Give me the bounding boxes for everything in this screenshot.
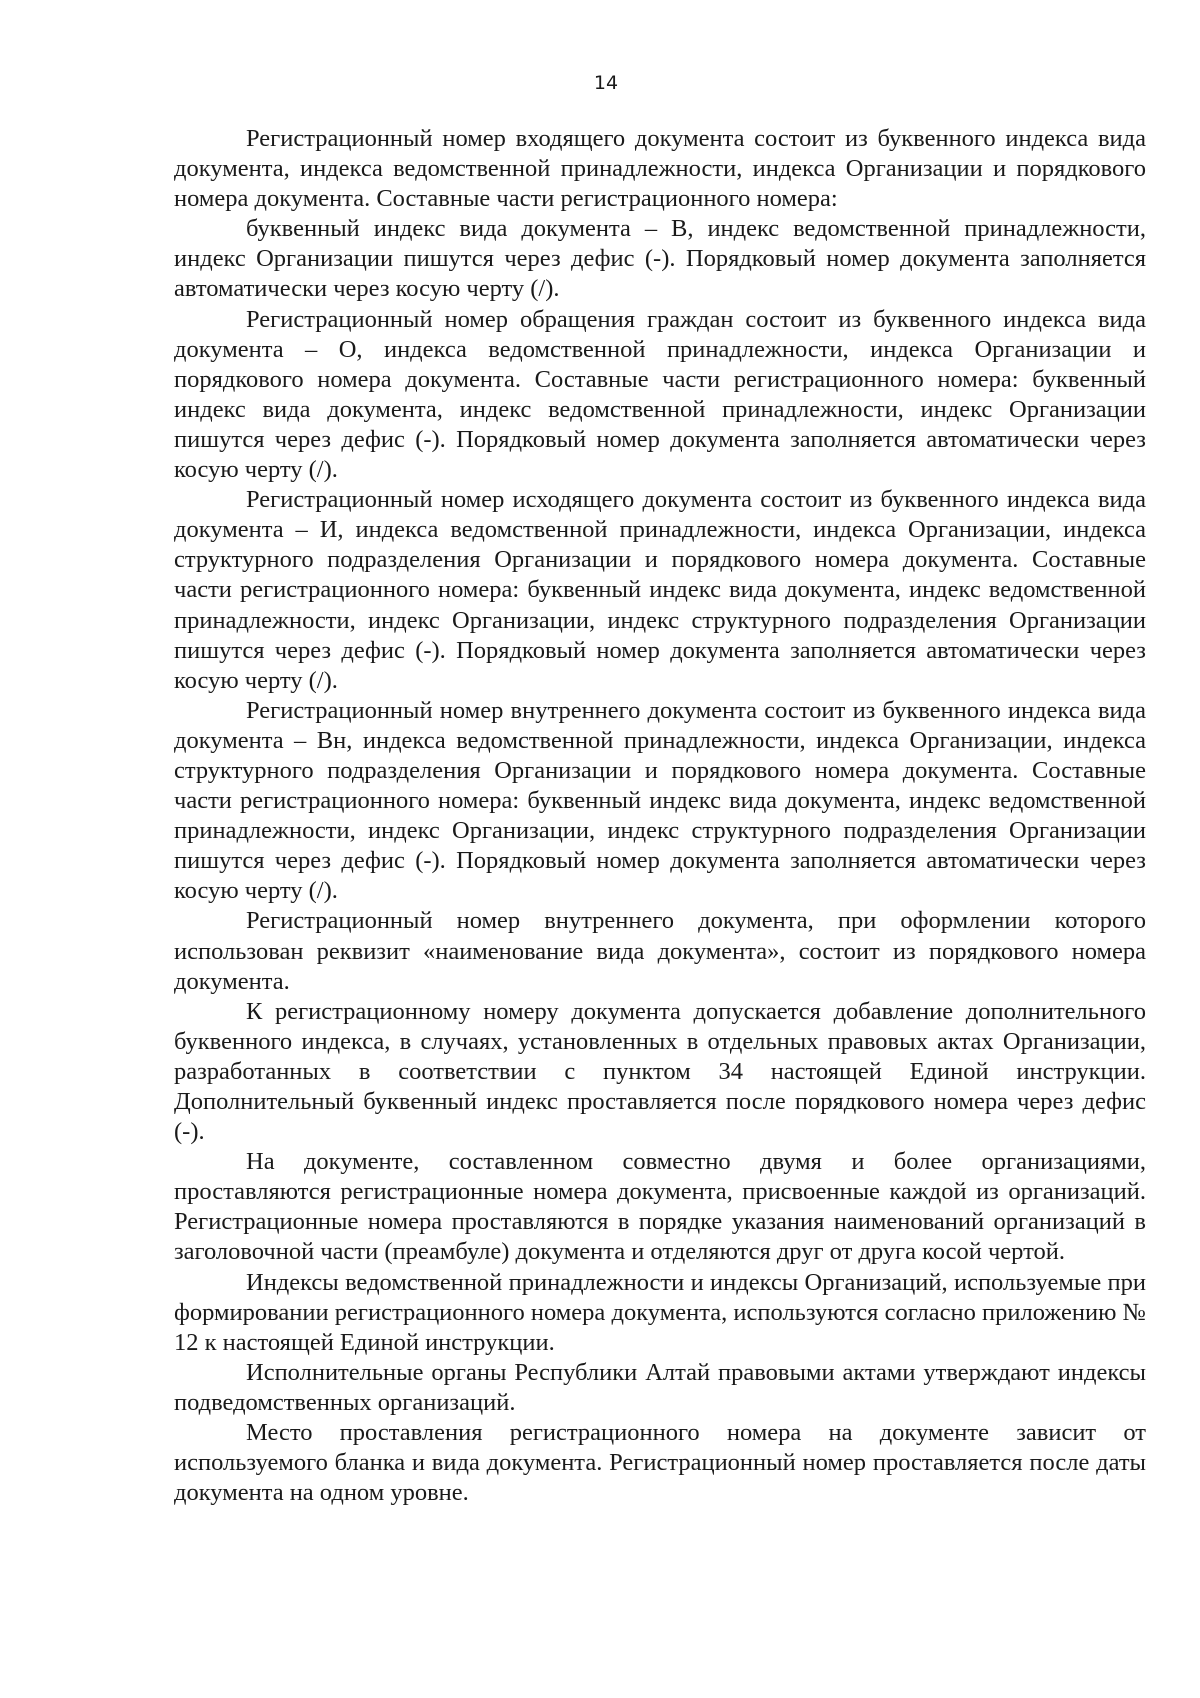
paragraph-incoming-number-parts: буквенный индекс вида документа – В, индекс ведомственной принадлежности, индекс Организации пишутся через дефис (-). Порядковый номер документа заполняется автоматически через косую черту (/).: [174, 215, 1146, 303]
page-number: 14: [593, 72, 619, 94]
paragraph-outgoing-number: Регистрационный номер исходящего документа состоит из буквенного индекса вида документа – И, индекса ведомственной принадлежности, индекса Организации, индекса структурного подразделения Организации и порядкового номера документа. Составные части регистрационного номера: буквенный индекс вида документа, индекс ведомственной принадлежности, индекс Организации, индекс структурного подразделения Организации пишутся через дефис (-). Порядковый номер документа заполняется автоматически через косую черту (/).: [174, 486, 1146, 694]
document-body: [174, 124, 1146, 1508]
paragraph-incoming-number: Регистрационный номер входящего документа состоит из буквенного индекса вида документа, индекса ведомственной принадлежности, индекса Организации и порядкового номера документа. Составные части регистрационного номера:: [174, 125, 1146, 213]
paragraph-executive-bodies: Исполнительные органы Республики Алтай правовыми актами утверждают индексы подведомственных организаций.: [174, 1358, 1146, 1416]
paragraph-number-placement: Место проставления регистрационного номера на документе зависит от используемого бланка и вида документа. Регистрационный номер проставляется после даты документа на одном уровне.: [174, 1419, 1146, 1507]
paragraph-citizen-appeal-number: Регистрационный номер обращения граждан состоит из буквенного индекса вида документа – О, индекса ведомственной принадлежности, индекса Организации и порядкового номера документа. Составные части регистрационного номера: буквенный индекс вида документа, индекс ведомственной принадлежности, индекс Организации пишутся через дефис (-). Порядковый номер документа заполняется автоматически через косую черту (/).: [174, 305, 1146, 484]
paragraph-joint-document: На документе, составленном совместно двумя и более организациями, проставляются регистрационные номера документа, присвоенные каждой из организаций. Регистрационные номера проставляются в порядке указания наименований организаций в заголовочной части (преамбуле) документа и отделяются друг от друга косой чертой.: [174, 1148, 1146, 1266]
paragraph-additional-index: К регистрационному номеру документа допускается добавление дополнительного буквенного индекса, в случаях, установленных в отдельных правовых актах Организации, разработанных в соответствии с пунктом 34 настоящей Единой инструкции. Дополнительный буквенный индекс проставляется после порядкового номера через дефис (-).: [174, 997, 1146, 1146]
paragraph-internal-number-requisite: Регистрационный номер внутреннего документа, при оформлении которого использован реквизит «наименование вида документа», состоит из порядкового номера документа.: [174, 907, 1146, 995]
paragraph-indexes-appendix: Индексы ведомственной принадлежности и индексы Организаций, используемые при формировании регистрационного номера документа, используются согласно приложению № 12 к настоящей Единой инструкции.: [174, 1268, 1146, 1356]
paragraph-internal-number: Регистрационный номер внутреннего документа состоит из буквенного индекса вида документа – Вн, индекса ведомственной принадлежности, индекса Организации, индекса структурного подразделения Организации и порядкового номера документа. Составные части регистрационного номера: буквенный индекс вида документа, индекс ведомственной принадлежности, индекс Организации, индекс структурного подразделения Организации пишутся через дефис (-). Порядковый номер документа заполняется автоматически через косую черту (/).: [174, 696, 1146, 905]
